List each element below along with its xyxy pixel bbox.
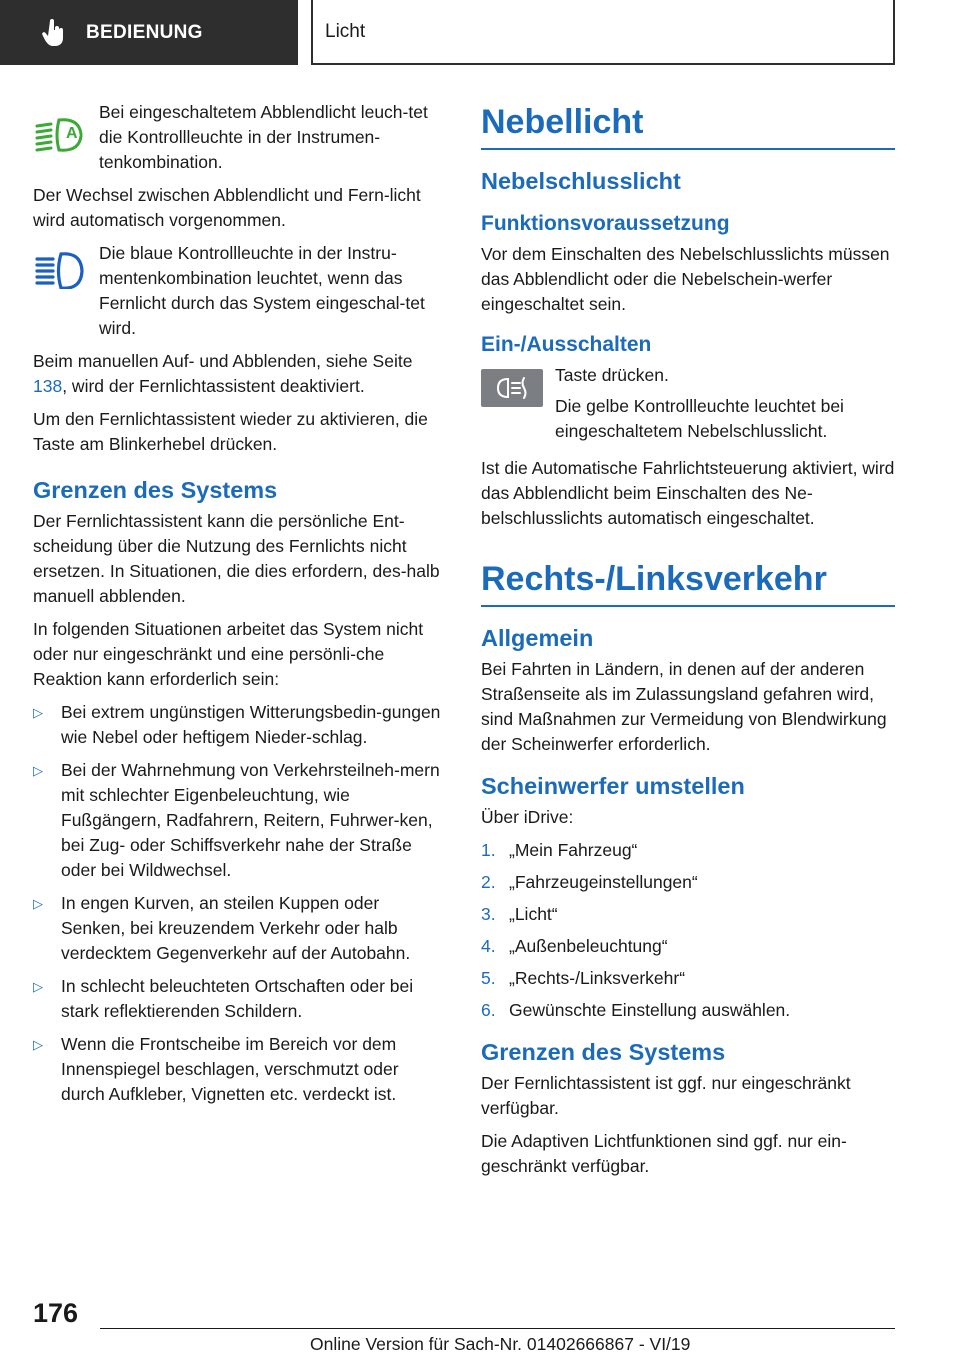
list-item-text: In schlecht beleuchteten Ortschaften oder bei stark reflektierenden Schildern. xyxy=(61,976,414,1021)
step-text: „Mein Fahrzeug“ xyxy=(509,840,638,860)
text-span: Beim manuellen Auf- und Abblenden, siehe Seite xyxy=(33,351,413,371)
fog-button-block xyxy=(481,363,895,444)
list-item-text: In engen Kurven, an steilen Kuppen oder Senken, bei kreuzendem Verkehr oder halb verdecktem Gegenverkehr auf der Autobahn. xyxy=(61,893,411,963)
triangle-bullet-icon: ▷ xyxy=(33,896,43,911)
paragraph: Der Fernlichtassistent kann die persönliche Ent-scheidung über die Nutzung des Fernlichts nicht ersetzen. In Situationen, die dies erfordern, des-halb manuell abblenden. xyxy=(33,511,440,606)
paragraph: Ist die Automatische Fahrlichtsteuerung aktiviert, wird das Abblendlicht beim Einschalten des Ne-belschlusslichts automatisch eingeschaltet. xyxy=(481,458,895,528)
high-beam-indicator-icon xyxy=(33,249,85,289)
list-item xyxy=(33,758,443,883)
heading-scheinwerfer-umstellen: Scheinwerfer umstellen xyxy=(481,773,745,799)
list-item xyxy=(481,998,895,1023)
steps-list xyxy=(481,838,895,1023)
list-item-text: Wenn die Frontscheibe im Bereich vor dem Innenspiegel beschlagen, verschmutzt oder durch Aufkleber, Vignetten etc. verdeckt ist. xyxy=(61,1034,399,1104)
svg-text:A: A xyxy=(66,125,78,142)
step-number: 6. xyxy=(481,1000,496,1020)
section-title: BEDIENUNG xyxy=(86,21,203,43)
footer-text: Online Version für Sach-Nr. 01402666867 - VI/19 xyxy=(310,1334,691,1354)
step-number: 5. xyxy=(481,968,496,988)
high-beam-indicator-text: Die blaue Kontrollleuchte in der Instru-mentenkombination leuchtet, wenn das Fernlicht durch das System eingeschal-tet wird. xyxy=(99,243,425,338)
paragraph: Um den Fernlichtassistent wieder zu aktivieren, die Taste am Blinkerhebel drücken. xyxy=(33,409,428,454)
low-beam-auto-indicator-icon xyxy=(33,114,85,154)
list-item xyxy=(481,934,895,959)
paragraph: Die Adaptiven Lichtfunktionen sind ggf. nur ein-geschränkt verfügbar. xyxy=(481,1131,847,1176)
paragraph: Der Fernlichtassistent ist ggf. nur eingeschränkt verfügbar. xyxy=(481,1073,851,1118)
chapter-title: Licht xyxy=(325,20,366,42)
list-item xyxy=(33,891,443,966)
left-column xyxy=(33,100,443,1115)
list-item-text: Bei extrem ungünstigen Witterungsbedin-gungen wie Nebel oder heftigem Nieder-schlag. xyxy=(61,702,441,747)
list-item xyxy=(33,700,443,750)
list-item xyxy=(33,1032,443,1107)
footer-divider xyxy=(100,1328,895,1329)
hand-pointer-icon xyxy=(42,19,66,47)
paragraph: Die gelbe Kontrollleuchte leuchtet bei eingeschaltetem Nebelschlusslicht. xyxy=(555,396,844,441)
list-item xyxy=(481,838,895,863)
heading-ein-ausschalten: Ein-/Ausschalten xyxy=(481,333,652,356)
rear-fog-light-button[interactable] xyxy=(481,369,543,407)
triangle-bullet-icon: ▷ xyxy=(33,1037,43,1052)
step-number: 2. xyxy=(481,872,496,892)
right-column xyxy=(481,100,895,1187)
heading-grenzen: Grenzen des Systems xyxy=(33,477,278,503)
triangle-bullet-icon: ▷ xyxy=(33,705,43,720)
paragraph-with-link xyxy=(33,349,443,399)
list-item xyxy=(33,974,443,1024)
heading-nebelschlusslicht: Nebelschlusslicht xyxy=(481,168,681,194)
text-span: , wird der Fernlichtassistent deaktiviert. xyxy=(62,376,365,396)
header-chapter-tab xyxy=(311,0,895,65)
triangle-bullet-icon: ▷ xyxy=(33,763,43,778)
step-text: „Rechts-/Linksverkehr“ xyxy=(509,968,686,988)
step-text: „Fahrzeugeinstellungen“ xyxy=(509,872,698,892)
list-item-text: Bei der Wahrnehmung von Verkehrsteilneh-mern mit schlechter Eigenbeleuchtung, wie Fußgängern, Radfahrern, Reitern, Fuhrwer-ken, bei Zug- oder Schiffsverkehr nahe der Straße oder bei Wildwechsel. xyxy=(61,760,440,880)
paragraph: Bei Fahrten in Ländern, in denen auf der anderen Straßenseite als im Zulassungsland gefahren wird, sind Maßnahmen zur Vermeidung von Blendwirkung der Scheinwerfer erforderlich. xyxy=(481,659,887,754)
heading-grenzen: Grenzen des Systems xyxy=(481,1039,726,1065)
paragraph: Der Wechsel zwischen Abblendlicht und Fern-licht wird automatisch vorgenommen. xyxy=(33,185,421,230)
low-beam-indicator-text: Bei eingeschaltetem Abblendlicht leuch-tet die Kontrollleuchte in der Instrumen-tenkombination. xyxy=(99,102,428,172)
paragraph: Taste drücken. xyxy=(555,365,669,385)
page-number: 176 xyxy=(33,1298,79,1328)
list-item xyxy=(481,966,895,991)
paragraph: In folgenden Situationen arbeitet das System nicht oder nur eingeschränkt und eine persönli-che Reaktion kann erforderlich sein: xyxy=(33,619,424,689)
heading-nebellicht: Nebellicht xyxy=(481,100,895,150)
list-item xyxy=(481,902,895,927)
list-item xyxy=(481,870,895,895)
bullet-list xyxy=(33,700,443,1107)
heading-funktionsvoraussetzung: Funktionsvoraussetzung xyxy=(481,212,730,235)
step-text: „Licht“ xyxy=(509,904,558,924)
paragraph: Über iDrive: xyxy=(481,807,574,827)
page-link[interactable]: 138 xyxy=(33,376,63,396)
step-number: 1. xyxy=(481,840,496,860)
triangle-bullet-icon: ▷ xyxy=(33,979,43,994)
step-text: „Außenbeleuchtung“ xyxy=(509,936,668,956)
heading-rechts-linksverkehr: Rechts-/Linksverkehr xyxy=(481,557,895,607)
paragraph: Vor dem Einschalten des Nebelschlusslichts müssen das Abblendlicht oder die Nebelschein-werfer eingeschaltet sein. xyxy=(481,244,890,314)
high-beam-indicator-block xyxy=(33,241,443,341)
header-section-tab xyxy=(0,0,298,65)
heading-allgemein: Allgemein xyxy=(481,625,594,651)
step-number: 4. xyxy=(481,936,496,956)
step-text: Gewünschte Einstellung auswählen. xyxy=(509,1000,791,1020)
rear-fog-light-button-icon xyxy=(494,375,530,401)
step-number: 3. xyxy=(481,904,496,924)
low-beam-indicator-block xyxy=(33,100,443,175)
